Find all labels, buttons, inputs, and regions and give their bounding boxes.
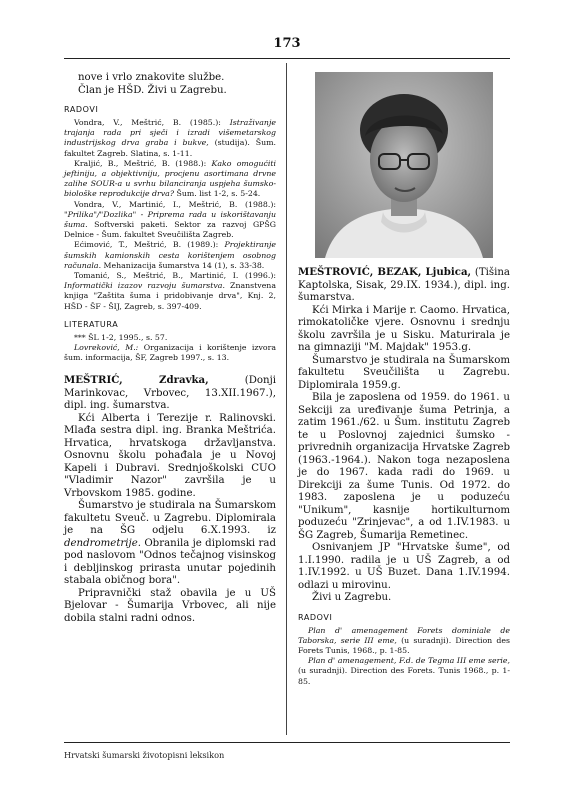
intro-line: Član je HŠD. Živi u Zagrebu. (78, 84, 227, 96)
right-column (298, 72, 510, 687)
entry-paragraph: Šumarstvo je studirala na Šumarskom fakultetu Sveuč. u Zagrebu. Diplomirala je na ŠG odjelu 6.X.1993. iz dendrometrije. Obranila je diplomski rad pod naslovom "Odnos tečajnog visinskog i debljinskog prirasta unutar pojedinih stabala običnog bora". (64, 500, 276, 587)
left-column (64, 72, 276, 625)
header-rule (64, 58, 510, 59)
entry-paragraph: Kći Alberta i Terezije r. Ralinovski. Mlađa sestra dipl. ing. Branka Meštrića. Hrvatica, hrvatskoga državljanstva. Osnovnu školu pohađala je u Novoj Kapeli i Dubravi. Srednjoškolski CUO "Vladimir Nazor" završila je u Vrbovskom 1985. godine. (64, 412, 276, 499)
entry-heading: MEŠTRIĆ, Zdravka, (Donji Marinkovac, Vrbovec, 13.XII.1967.), dipl. ing. šumarstva. (64, 374, 277, 412)
portrait-photo (315, 72, 493, 258)
literatura-heading: LITERATURA (64, 319, 119, 329)
footer-rule (64, 742, 510, 743)
entry-paragraph: Bila je zaposlena od 1959. do 1961. u Sekciji za uređivanje šuma Petrinja, a zatim 1961./62. u Šum. institutu Zagreb te u Poslovnoj zajednici šumsko - privrednih organizacija Hrvatske Zagreb (1963.-1964.). Nakon toga nezaposlena je do 1967. kada radi do 1969. u Direkciji za šume Tunis. Od 1972. do 1983. zaposlena je u poduzeću "Unikum", kasnije hortikulturnom poduzeću "Zrinjevac", a od 1.IV.1983. u ŠG Zagreb, Šumarija Remetinec. (298, 392, 510, 541)
literature-item: *** ŠL 1-2, 1995., s. 57. (74, 332, 168, 342)
footer-text: Hrvatski šumarski životopisni leksikon (64, 750, 225, 760)
intro-line: nove i vrlo znakovite službe. (78, 72, 225, 83)
reference-item: Plan d' amenagement, F.d. de Tegma III eme serie, (u suradnji). Direction des Forets. Tunis 1968., p. 1-85. (298, 656, 510, 686)
reference-item: Ećimović, T., Meštrić, B. (1989.): Projektiranje šumskih kamionskih cesta korištenjem osobnog računala. Mehanizacija šumarstva 14 (1), s. 33-38. (64, 240, 276, 270)
reference-item: Vondra, V., Meštrić, B. (1985.): Istraživanje trajanja rada pri sječi i izradi višemetarskog industrijskog drva graba i bukve, (studija). Šum. fakultet Zagreb. Slatina, s. 1-11. (64, 118, 276, 158)
reference-item: Kraljić, B., Meštrić, B. (1988.): Kako omogućiti jeftiniju, a objektivniju, procjenu asortimana drvne zalihe SOUR-a u svrhu bilanciranja uspjeha šumsko-biološke reprodukcije drva? Šum. list 1-2, s. 5-24. (64, 158, 276, 199)
reference-item: Plan d' amenagement Forets dominiale de Taborska, serie III eme, (u suradnji). Direction des Forets Tunis, 1968., p. 1-85. (298, 625, 510, 655)
literature-item: Lovreković, M.: Organizacija i korištenje izvora šum. informacija, ŠF, Zagreb 1997., s. 13. (64, 343, 276, 363)
entry-paragraph: Šumarstvo je studirala na Šumarskom fakultetu Sveučilišta u Zagrebu. Diplomirala 1959.g. (298, 354, 510, 391)
radovi-heading: RADOVI (298, 612, 333, 622)
entry-paragraph: Kći Mirka i Marije r. Caomo. Hrvatica, rimokatoličke vjere. Osnovnu i srednju školu završila je u Sisku. Maturirala je na gimnaziji "M. Majdak" 1953.g. (298, 304, 510, 353)
column-separator (286, 63, 287, 735)
reference-item: Tomanić, S., Meštrić, B., Martinić, I. (1996.): Informatički izazov razvoju šumarstva. Znanstvena knjiga "Zaštita šuma i pridobivanje drva", Knj. 2, HŠD - ŠF - ŠIJ, Zagreb, s. 397-409. (64, 271, 276, 311)
reference-item: Vondra, V., Martinić, I., Meštrić, B. (1988.): "Prilika"/"Dozlika" - Priprema rada u iskorištavanju šuma. Softverski paketi. Sektor za razvoj GPŠG Delnice - Šum. fakultet Sveučilišta Zagreb. (64, 199, 276, 240)
entry-paragraph: Osnivanjem JP "Hrvatske šume", od 1.I.1990. radila je u UŠ Zagreb, a od 1.IV.1992. u UŠ Buzet. Dana 1.IV.1994. odlazi u mirovinu. (298, 542, 510, 591)
entry-heading: MEŠTROVIĆ, BEZAK, Ljubica, (Tišina Kaptolska, Sisak, 29.IX. 1934.), dipl. ing. šumarstva. (298, 266, 510, 303)
entry-paragraph: Živi u Zagrebu. (312, 592, 392, 603)
page-number: 173 (273, 36, 301, 51)
entry-paragraph: Pripravnički staž obavila je u UŠ Bjelovar - Šumarija Vrbovec, ali nije dobila stalni radni odnos. (64, 587, 276, 624)
radovi-heading: RADOVI (64, 105, 99, 114)
